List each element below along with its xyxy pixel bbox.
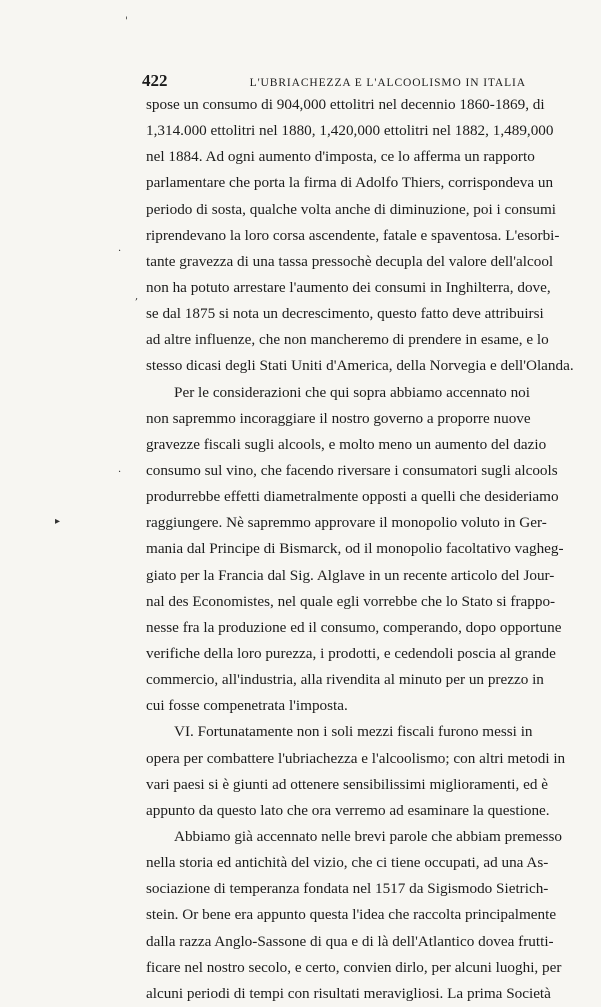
text-line: verifiche della loro purezza, i prodotti, e cedendoli poscia al grande [146, 644, 556, 662]
scan-speck: · [118, 246, 122, 257]
text-line: mania dal Principe di Bismarck, od il monopolio facoltativo vagheg- [146, 540, 564, 558]
text-line: riprendevano la loro corsa ascendente, fatale e spaventosa. L'esorbi- [146, 226, 560, 244]
text-line: raggiungere. Nè sapremmo approvare il monopolio voluto in Ger- [146, 514, 547, 532]
text-line: 1,314.000 ettolitri nel 1880, 1,420,000 ettolitri nel 1882, 1,489,000 [146, 122, 554, 140]
text-line: parlamentare che porta la firma di Adolfo Thiers, corrispondeva un [146, 174, 554, 192]
text-line: ficare nel nostro secolo, e certo, convien dirlo, per alcuni luoghi, per [146, 958, 562, 976]
text-line: giato per la Francia dal Sig. Alglave in un recente articolo del Jour- [146, 566, 555, 584]
text-line: cui fosse compenetrata l'imposta. [146, 697, 348, 715]
text-line: nesse fra la produzione ed il consumo, comperando, dopo opportune [146, 618, 562, 636]
text-line: produrrebbe effetti diametralmente opposti a quelli che desideriamo [146, 488, 559, 506]
scan-speck: , [135, 291, 139, 302]
text-line: Abbiamo già accennato nelle brevi parole che abbiam premesso [174, 827, 562, 845]
text-line: opera per combattere l'ubriachezza e l'alcoolismo; con altri metodi in [146, 749, 566, 767]
text-line: vari paesi si è giunti ad ottenere sensibilissimi miglioramenti, ed è [146, 775, 548, 793]
text-line: nal des Economistes, nel quale egli vorrebbe che lo Stato si frappo- [146, 592, 556, 610]
text-line: non ha potuto arrestare l'aumento dei consumi in Inghilterra, dove, [146, 278, 551, 296]
text-line: sociazione di temperanza fondata nel 1517 da Sigismodo Sietrich- [146, 880, 549, 898]
text-line: stein. Or bene era appunto questa l'idea che raccolta principalmente [146, 906, 557, 924]
text-line: consumo sul vino, che facendo riversare i consumatori sugli alcools [146, 461, 558, 479]
body-text [146, 92, 574, 1007]
text-line: dalla razza Anglo-Sassone di qua e di là dell'Atlantico dovea frutti- [146, 932, 554, 950]
text-line: tante gravezza di una tassa pressochè decupla del valore dell'alcool [146, 252, 554, 270]
text-line: gravezze fiscali sugli alcools, e molto meno un aumento del dazio [146, 435, 547, 453]
page-number: 422 [142, 71, 168, 90]
text-line: appunto da questo lato che ora verremo ad esaminare la questione. [146, 801, 550, 819]
text-line: Per le considerazioni che qui sopra abbiamo accennato noi [174, 383, 530, 401]
running-title: L'UBRIACHEZZA E L'ALCOOLISMO IN ITALIA [249, 77, 526, 89]
text-line: stesso dicasi degli Stati Uniti d'America, della Norvegia e dell'Olanda. [146, 357, 574, 375]
section-heading-line: VI. Fortunatamente non i soli mezzi fiscali furono messi in [174, 723, 533, 741]
scan-speck: · [118, 467, 122, 478]
text-line: alcuni periodi di tempi con risultati meravigliosi. La prima Società [146, 984, 551, 1002]
scan-speck: ' [125, 16, 128, 27]
page-header [142, 71, 530, 91]
scan-speck: ▸ [55, 516, 61, 527]
text-line: nella storia ed antichità del vizio, che ci tiene occupati, ad una As- [146, 854, 549, 872]
text-line: periodo di sosta, qualche volta anche di diminuzione, poi i consumi [146, 200, 556, 218]
text-line: ad altre influenze, che non mancheremo di prendere in esame, e lo [146, 331, 549, 349]
text-line: commercio, all'industria, alla rivendita al minuto per un prezzo in [146, 671, 544, 689]
text-line: se dal 1875 si nota un decrescimento, questo fatto deve attribuirsi [146, 305, 544, 323]
text-line: non sapremmo incoraggiare il nostro governo a proporre nuove [146, 409, 531, 427]
text-line: spose un consumo di 904,000 ettolitri nel decennio 1860-1869, di [146, 96, 545, 113]
text-line: nel 1884. Ad ogni aumento d'imposta, ce lo afferma un rapporto [146, 148, 535, 166]
